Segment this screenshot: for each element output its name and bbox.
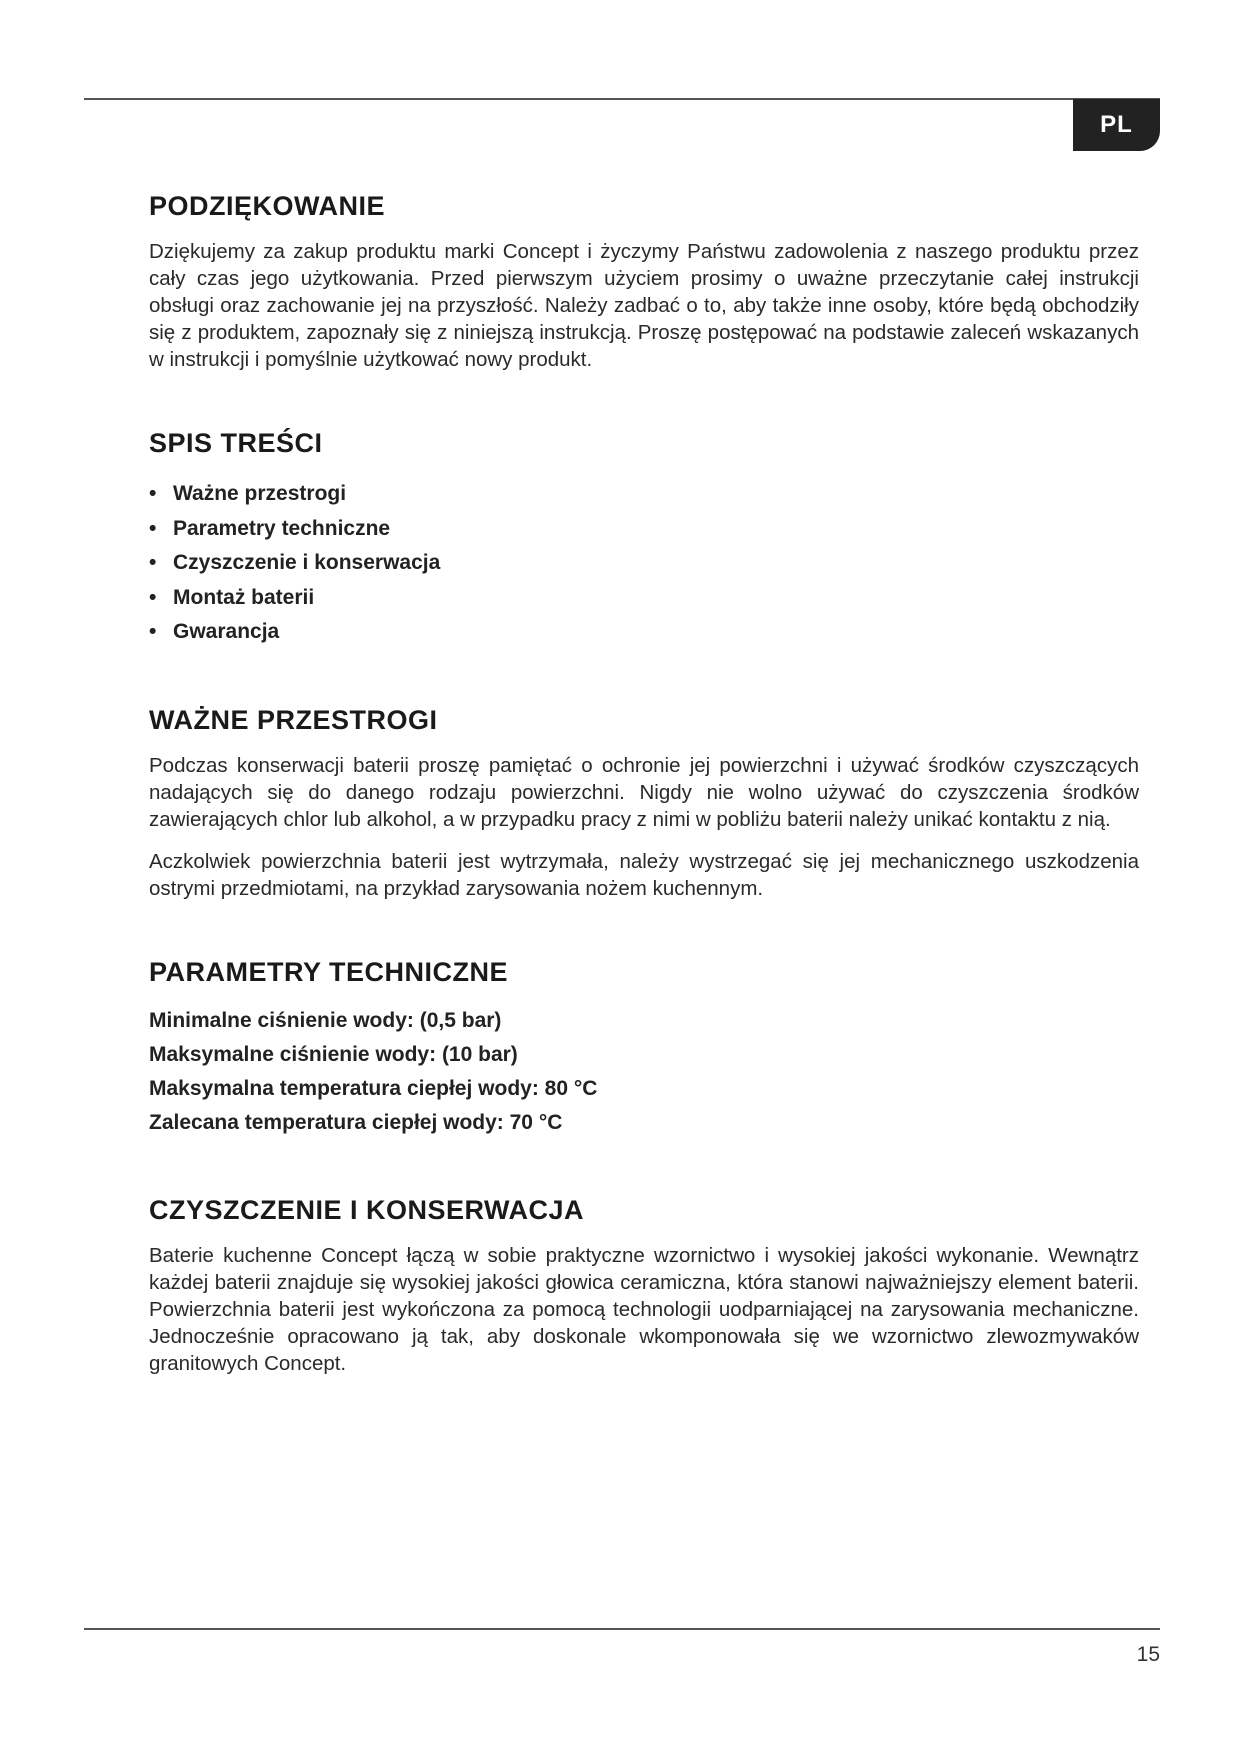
language-tab: PL xyxy=(1073,99,1160,151)
section-paragraph: Podczas konserwacji baterii proszę pamiętać o ochronie jej powierzchni i używać środków czyszczących nadających się do danego rodzaju powierzchni. Nigdy nie wolno używać do czyszczenia środków zawierających chlor lub alkohol, a w przypadku pracy z nimi w pobliżu baterii należy unikać kontaktu z nią. xyxy=(149,753,1139,831)
section-warnings xyxy=(149,700,1139,902)
header-rule xyxy=(84,98,1160,100)
toc-list xyxy=(149,477,1139,650)
section-title: PARAMETRY TECHNICZNE xyxy=(149,956,509,987)
section-title: PODZIĘKOWANIE xyxy=(149,191,386,221)
footer-rule xyxy=(84,1628,1160,1630)
parameter-item: Maksymalna temperatura ciepłej wody: 80 °C xyxy=(149,1076,598,1100)
page-content xyxy=(149,186,1139,1427)
section-body: Baterie kuchenne Concept łączą w sobie praktyczne wzornictwo i wysokiej jakości wykonanie. Wewnątrz każdej baterii znajduje się wysokiej jakości głowica ceramiczna, która stanowi najważniejszy element baterii. Powierzchnia baterii jest wykończona za pomocą technologii uodparniającej na zarysowania mechaniczne. Jednocześnie opracowano ją tak, aby doskonale wkomponowała się we wzornictwo zlewozmywaków granitowych Concept. xyxy=(149,1243,1139,1375)
toc-item: • Parametry techniczne xyxy=(149,512,1139,547)
parameter-item: Minimalne ciśnienie wody: (0,5 bar) xyxy=(149,1008,502,1032)
section-body: Dziękujemy za zakup produktu marki Concept i życzymy Państwu zadowolenia z naszego produktu przez cały czas jego użytkowania. Przed pierwszym użyciem prosimy o uważne przeczytanie całej instrukcji obsługi oraz zachowanie jej na przyszłość. Należy zadbać o to, aby także inne osoby, które będą obchodziły się z produktem, zapoznały się z niniejszą instrukcją. Proszę postępować na podstawie zaleceń wskazanych w instrukcji i pomyślnie użytkować nowy produkt. xyxy=(149,240,1139,371)
toc-item: • Ważne przestrogi xyxy=(149,477,1139,512)
toc-item: • Czyszczenie i konserwacja xyxy=(149,546,1139,581)
toc-item: • Gwarancja xyxy=(149,615,1139,650)
parameters-list xyxy=(149,1004,1139,1140)
toc-item: • Montaż baterii xyxy=(149,581,1139,616)
page-number: 15 xyxy=(1136,1643,1160,1666)
section-thanks xyxy=(149,186,1139,373)
section-cleaning xyxy=(149,1190,1139,1377)
section-title: CZYSZCZENIE I KONSERWACJA xyxy=(149,1194,585,1225)
section-title: WAŻNE PRZESTROGI xyxy=(149,704,438,735)
section-technical-parameters xyxy=(149,952,1139,1140)
parameter-item: Zalecana temperatura ciepłej wody: 70 °C xyxy=(149,1110,563,1134)
parameter-item: Maksymalne ciśnienie wody: (10 bar) xyxy=(149,1042,518,1066)
section-paragraph: Aczkolwiek powierzchnia baterii jest wytrzymała, należy wystrzegać się jej mechanicznego uszkodzenia ostrymi przedmiotami, na przykład zarysowania nożem kuchennym. xyxy=(149,849,1139,900)
section-title: SPIS TREŚCI xyxy=(149,428,323,458)
section-table-of-contents xyxy=(149,423,1139,650)
